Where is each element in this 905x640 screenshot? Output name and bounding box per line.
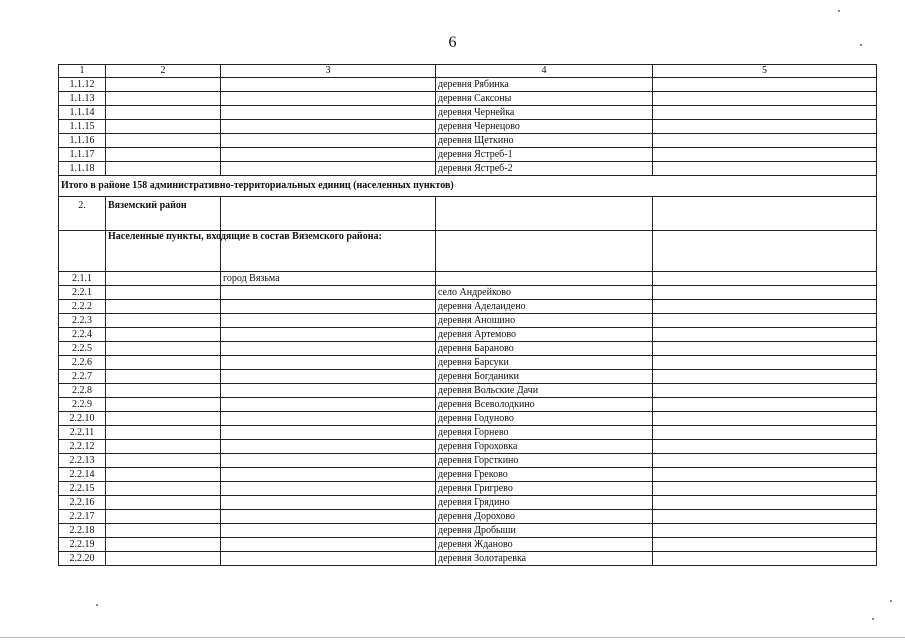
empty-cell <box>653 162 877 176</box>
settlement-name: деревня Ястреб-2 <box>436 162 653 176</box>
empty-cell <box>653 197 877 231</box>
empty-cell <box>653 300 877 314</box>
empty-cell <box>221 92 436 106</box>
table-row <box>59 538 877 552</box>
settlement-name: деревня Греково <box>436 468 653 482</box>
settlement-name: деревня Ястреб-1 <box>436 148 653 162</box>
row-number: 2.2.17 <box>59 510 106 524</box>
table-row <box>59 426 877 440</box>
row-number: 2.2.5 <box>59 342 106 356</box>
empty-cell <box>106 314 221 328</box>
settlement-name: деревня Дробыши <box>436 524 653 538</box>
empty-cell <box>221 148 436 162</box>
table-row <box>59 510 877 524</box>
row-number: 2.2.2 <box>59 300 106 314</box>
table-row <box>59 370 877 384</box>
table-row <box>59 552 877 566</box>
table-row <box>59 496 877 510</box>
empty-cell <box>653 356 877 370</box>
empty-cell <box>106 134 221 148</box>
table-row <box>59 314 877 328</box>
row-number: 2.2.15 <box>59 482 106 496</box>
settlements-table <box>58 64 877 566</box>
row-number: 2.2.9 <box>59 398 106 412</box>
district-number: 2. <box>59 197 106 231</box>
empty-cell <box>653 286 877 300</box>
empty-cell <box>221 426 436 440</box>
empty-cell <box>653 328 877 342</box>
table-row <box>59 328 877 342</box>
row-number: 1.1.12 <box>59 78 106 92</box>
settlement-name: деревня Горсткино <box>436 454 653 468</box>
empty-cell <box>106 496 221 510</box>
row-number: 2.2.18 <box>59 524 106 538</box>
empty-cell <box>653 524 877 538</box>
settlement-name: деревня Чернецово <box>436 120 653 134</box>
settlement-name: деревня Аношино <box>436 314 653 328</box>
settlement-name: деревня Вольские Дачи <box>436 384 653 398</box>
empty-cell <box>106 300 221 314</box>
row-number: 2.2.19 <box>59 538 106 552</box>
scan-speck <box>96 604 98 606</box>
row-number: 1.1.14 <box>59 106 106 120</box>
district-intro-text: Населенные пункты, входящие в состав Вяземского района: <box>106 231 221 272</box>
empty-cell <box>221 342 436 356</box>
empty-cell <box>106 426 221 440</box>
table-row <box>59 286 877 300</box>
settlement-name: деревня Чернейка <box>436 106 653 120</box>
empty-cell <box>653 231 877 272</box>
table-row <box>59 300 877 314</box>
row-number: 2.2.7 <box>59 370 106 384</box>
settlement-name: село Андрейково <box>436 286 653 300</box>
empty-cell <box>106 510 221 524</box>
empty-cell <box>653 454 877 468</box>
empty-cell <box>221 510 436 524</box>
empty-cell <box>221 106 436 120</box>
table-row <box>59 454 877 468</box>
settlement-name: деревня Богданики <box>436 370 653 384</box>
row-number: 2.2.3 <box>59 314 106 328</box>
table-row <box>59 148 877 162</box>
empty-cell <box>653 78 877 92</box>
row-number: 2.1.1 <box>59 272 106 286</box>
empty-cell <box>653 120 877 134</box>
district-row <box>59 197 877 231</box>
settlement-name: деревня Саксоны <box>436 92 653 106</box>
scan-speck <box>860 44 862 46</box>
empty-cell <box>653 538 877 552</box>
empty-cell <box>106 92 221 106</box>
empty-cell <box>221 468 436 482</box>
settlement-name: деревня Гороховка <box>436 440 653 454</box>
empty-cell <box>221 496 436 510</box>
empty-cell <box>653 426 877 440</box>
empty-cell <box>653 92 877 106</box>
table-row <box>59 356 877 370</box>
row-number: 2.2.10 <box>59 412 106 426</box>
district-name: Вяземский район <box>106 197 221 231</box>
empty-cell <box>221 482 436 496</box>
table-row <box>59 412 877 426</box>
settlement-name: деревня Артемово <box>436 328 653 342</box>
empty-cell <box>106 454 221 468</box>
row-number: 1.1.16 <box>59 134 106 148</box>
empty-cell <box>221 134 436 148</box>
empty-cell <box>653 342 877 356</box>
empty-cell <box>653 510 877 524</box>
empty-cell <box>221 162 436 176</box>
row-number: 2.2.13 <box>59 454 106 468</box>
scan-speck <box>872 618 874 620</box>
table-row <box>59 92 877 106</box>
settlement-name: деревня Рябинка <box>436 78 653 92</box>
table-row <box>59 384 877 398</box>
district-intro-row <box>59 231 877 272</box>
scan-speck <box>838 10 840 12</box>
settlement-name: деревня Щеткино <box>436 134 653 148</box>
settlement-name: деревня Жданово <box>436 538 653 552</box>
empty-cell <box>653 314 877 328</box>
table-row <box>59 440 877 454</box>
empty-cell <box>221 538 436 552</box>
empty-cell <box>106 342 221 356</box>
empty-cell <box>221 300 436 314</box>
row-number: 2.2.14 <box>59 468 106 482</box>
empty-cell <box>106 384 221 398</box>
city-row <box>59 272 877 286</box>
empty-cell <box>106 524 221 538</box>
header-cell-3: 3 <box>221 65 436 78</box>
district-total-row <box>59 176 877 197</box>
empty-cell <box>106 356 221 370</box>
empty-cell <box>221 120 436 134</box>
table-row <box>59 78 877 92</box>
settlement-name: деревня Бараново <box>436 342 653 356</box>
table-row <box>59 134 877 148</box>
settlement-name: деревня Григрево <box>436 482 653 496</box>
table-row <box>59 398 877 412</box>
table-row <box>59 342 877 356</box>
row-number: 1.1.15 <box>59 120 106 134</box>
empty-cell <box>221 328 436 342</box>
header-cell-1: 1 <box>59 65 106 78</box>
table-row <box>59 120 877 134</box>
empty-cell <box>221 356 436 370</box>
table-row <box>59 162 877 176</box>
empty-cell <box>106 468 221 482</box>
row-number: 1.1.17 <box>59 148 106 162</box>
empty-cell <box>653 440 877 454</box>
settlement-name: деревня Годуново <box>436 412 653 426</box>
scan-edge-line <box>0 637 905 638</box>
settlement-name: деревня Всеволодкино <box>436 398 653 412</box>
empty-cell <box>106 398 221 412</box>
empty-cell <box>653 552 877 566</box>
table-row <box>59 524 877 538</box>
empty-cell <box>221 314 436 328</box>
empty-cell <box>221 440 436 454</box>
empty-cell <box>106 538 221 552</box>
empty-cell <box>653 272 877 286</box>
empty-cell <box>106 286 221 300</box>
empty-cell <box>106 482 221 496</box>
settlement-name: деревня Барсуки <box>436 356 653 370</box>
row-number: 1.1.18 <box>59 162 106 176</box>
row-number: 2.2.1 <box>59 286 106 300</box>
scan-speck <box>890 600 892 602</box>
empty-cell <box>221 454 436 468</box>
empty-cell <box>106 552 221 566</box>
empty-cell <box>106 120 221 134</box>
empty-cell <box>221 197 436 231</box>
empty-cell <box>106 106 221 120</box>
empty-cell <box>221 370 436 384</box>
empty-cell <box>106 412 221 426</box>
row-number: 2.2.8 <box>59 384 106 398</box>
empty-cell <box>653 148 877 162</box>
row-number: 2.2.4 <box>59 328 106 342</box>
empty-cell <box>436 231 653 272</box>
row-number: 2.2.12 <box>59 440 106 454</box>
empty-cell <box>653 384 877 398</box>
header-cell-2: 2 <box>106 65 221 78</box>
table-header-row <box>59 65 877 78</box>
empty-cell <box>653 468 877 482</box>
empty-cell <box>106 272 221 286</box>
empty-cell <box>106 440 221 454</box>
empty-cell <box>653 134 877 148</box>
empty-cell <box>221 398 436 412</box>
settlement-name: деревня Аделаидено <box>436 300 653 314</box>
empty-cell <box>106 370 221 384</box>
settlement-name: деревня Горнево <box>436 426 653 440</box>
empty-cell <box>221 384 436 398</box>
row-number: 2.2.16 <box>59 496 106 510</box>
page-number: 6 <box>448 34 457 51</box>
district-total-text: Итого в районе 158 административно-территориальных единиц (населенных пунктов) <box>59 176 877 197</box>
empty-cell <box>106 162 221 176</box>
empty-cell <box>653 370 877 384</box>
table-row <box>59 482 877 496</box>
empty-cell <box>106 328 221 342</box>
row-number: 2.2.20 <box>59 552 106 566</box>
settlement-name: деревня Грядино <box>436 496 653 510</box>
empty-cell <box>106 148 221 162</box>
empty-cell <box>653 106 877 120</box>
settlement-name: деревня Дорохово <box>436 510 653 524</box>
empty-cell <box>59 231 106 272</box>
header-cell-4: 4 <box>436 65 653 78</box>
empty-cell <box>221 524 436 538</box>
empty-cell <box>653 482 877 496</box>
empty-cell <box>221 286 436 300</box>
row-number: 1.1.13 <box>59 92 106 106</box>
empty-cell <box>436 272 653 286</box>
settlement-name: деревня Золотаревка <box>436 552 653 566</box>
empty-cell <box>653 496 877 510</box>
empty-cell <box>653 412 877 426</box>
empty-cell <box>221 78 436 92</box>
empty-cell <box>106 78 221 92</box>
row-number: 2.2.11 <box>59 426 106 440</box>
empty-cell <box>221 412 436 426</box>
empty-cell <box>221 552 436 566</box>
header-cell-5: 5 <box>653 65 877 78</box>
table-row <box>59 468 877 482</box>
row-number: 2.2.6 <box>59 356 106 370</box>
city-name: город Вязьма <box>221 272 436 286</box>
empty-cell <box>436 197 653 231</box>
table-row <box>59 106 877 120</box>
empty-cell <box>653 398 877 412</box>
